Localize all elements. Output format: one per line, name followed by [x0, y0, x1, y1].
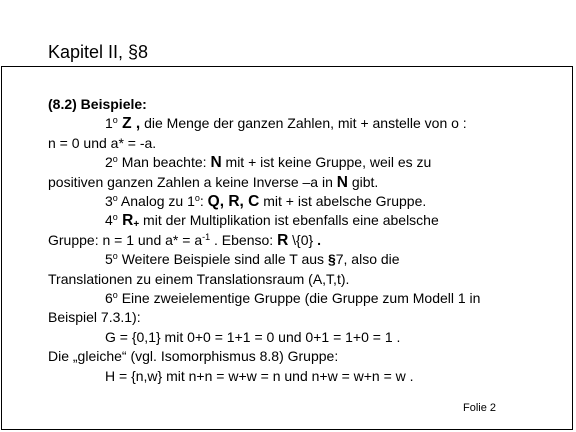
example-6-cont: Beispiel 7.3.1):: [48, 309, 141, 326]
example-6: 6$^o$ Eine zweielementige Gruppe (die Gruppe zum Modell 1 in: [105, 290, 481, 307]
example-1-cont: n = 0 und a* = -a.: [48, 134, 157, 151]
heading: (8.2) Beispiele:: [48, 96, 147, 112]
example-4: 4$^o$ $R_+$ mit der Multiplikation ist ebenfalls eine abelsche: [105, 212, 439, 231]
example-1: 1$^o$ Z , die Menge der ganzen Zahlen, mit + anstelle von o :: [105, 115, 467, 133]
example-5-cont: Translationen zu einem Translationsraum (A,T,t).: [48, 270, 350, 287]
example-2-cont: positiven ganzen Zahlen a keine Inverse –a in N gibt.: [48, 173, 379, 191]
slide-number: Folie 2: [463, 402, 497, 414]
example-6-formula: G = {0,1} mit 0+0 = 1+1 = 0 und 0+1 = 1+0 = 1 .: [105, 328, 401, 345]
example-2: 2$^o$ Man beachte: N mit + ist keine Gruppe, weil es zu: [105, 154, 432, 172]
example-4-cont: Gruppe: n = 1 und $a* = a^{-1}$ . Ebenso: R \{0} .: [48, 231, 321, 249]
example-3: 3$^o$ Analog zu 1$^o$: Q, R, C mit + ist abelsche Gruppe.: [105, 193, 427, 211]
example-7: Die „gleiche“ (vgl. Isomorphismus 8.8) Gruppe:: [48, 348, 339, 365]
slide-title: Kapitel II, §8: [48, 42, 149, 62]
example-5: 5$^o$ Weitere Beispiele sind alle T aus §7, also die: [105, 251, 400, 268]
slide-content: [48, 95, 558, 386]
example-7-formula: H = {n,w} mit n+n = w+w = n und n+w = w+n = w .: [105, 367, 414, 384]
